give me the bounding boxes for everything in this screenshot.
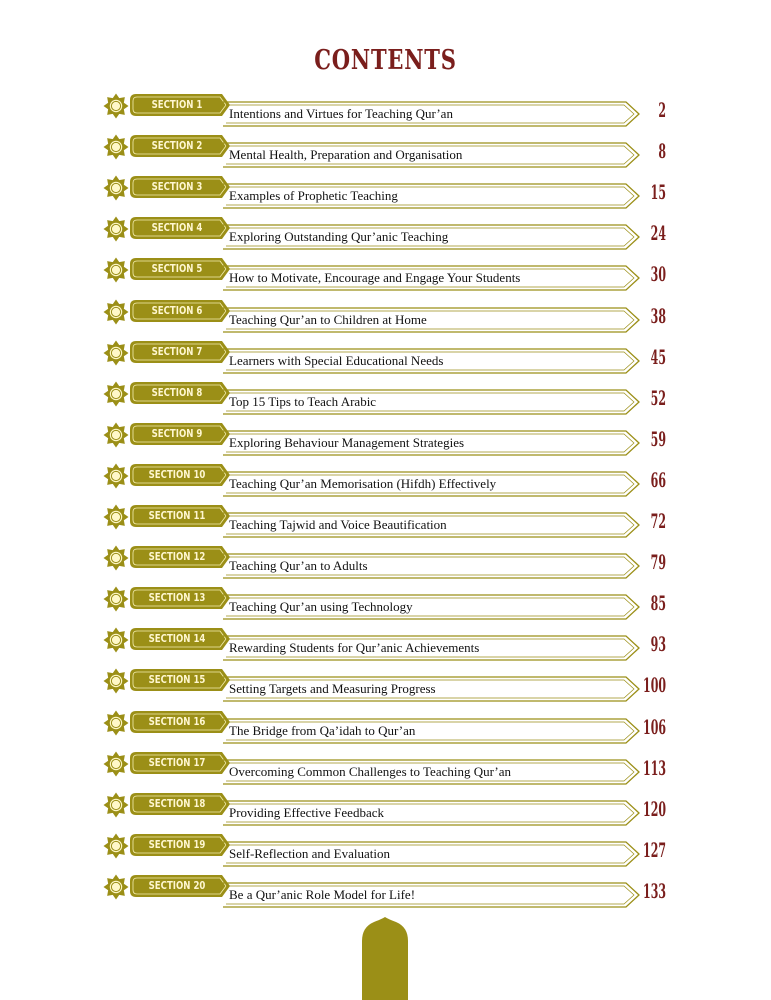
section-label: SECTION 3 xyxy=(151,180,203,194)
page-number: 120 xyxy=(643,796,666,821)
page-number: 93 xyxy=(650,632,666,657)
toc-entry[interactable] xyxy=(0,586,771,624)
toc-entry[interactable] xyxy=(0,833,771,871)
section-title-bar xyxy=(222,265,640,291)
star-ornament-icon xyxy=(103,668,129,694)
toc-entry[interactable] xyxy=(0,422,771,460)
section-title[interactable]: Setting Targets and Measuring Progress xyxy=(229,681,436,697)
section-label: SECTION 1 xyxy=(151,98,203,111)
section-label: SECTION 5 xyxy=(151,262,203,276)
toc-entry[interactable] xyxy=(0,134,771,172)
toc-entry[interactable] xyxy=(0,340,771,378)
page-number: 8 xyxy=(658,139,666,164)
section-tag xyxy=(130,834,230,856)
star-ornament-icon xyxy=(103,545,129,571)
page-number: 45 xyxy=(650,344,666,369)
toc-entry[interactable] xyxy=(0,381,771,419)
section-tag xyxy=(130,587,230,609)
page-number: 127 xyxy=(643,837,666,862)
section-title-bar xyxy=(222,430,640,456)
section-title[interactable]: Self-Reflection and Evaluation xyxy=(229,845,391,861)
page-number: 106 xyxy=(643,714,666,739)
section-title[interactable]: Intentions and Virtues for Teaching Qur’an xyxy=(229,106,453,121)
section-title[interactable]: Teaching Tajwid and Voice Beautification xyxy=(229,517,447,532)
toc-entry[interactable] xyxy=(0,93,771,131)
section-tag xyxy=(130,546,230,568)
toc-entry[interactable] xyxy=(0,463,771,501)
page-number: 38 xyxy=(650,303,666,328)
section-title-bar xyxy=(222,759,640,785)
section-title-bar xyxy=(222,307,640,333)
toc-entry[interactable] xyxy=(0,175,771,213)
section-title[interactable]: Examples of Prophetic Teaching xyxy=(229,188,398,204)
section-tag xyxy=(130,628,230,650)
star-ornament-icon xyxy=(103,792,129,818)
section-tag xyxy=(130,341,230,363)
page-number: 85 xyxy=(650,591,666,616)
star-ornament-icon xyxy=(103,299,129,325)
page-number: 72 xyxy=(650,509,666,533)
section-label: SECTION 7 xyxy=(151,344,203,358)
star-ornament-icon xyxy=(103,381,129,407)
section-tag xyxy=(130,669,230,691)
star-ornament-icon xyxy=(103,422,129,448)
section-label: SECTION 19 xyxy=(148,837,206,851)
section-label: SECTION 20 xyxy=(148,878,206,892)
section-title-bar xyxy=(222,389,640,415)
section-title[interactable]: Teaching Qur’an using Technology xyxy=(229,599,413,615)
section-title-bar xyxy=(222,348,640,374)
page-number: 100 xyxy=(643,673,666,698)
section-label: SECTION 11 xyxy=(148,509,206,522)
section-label: SECTION 18 xyxy=(148,796,206,810)
section-title-bar xyxy=(222,224,640,250)
section-tag xyxy=(130,711,230,733)
page-number: 24 xyxy=(650,221,666,246)
section-title[interactable]: Providing Effective Feedback xyxy=(229,804,384,820)
section-title-bar xyxy=(222,512,640,538)
star-ornament-icon xyxy=(103,504,129,530)
section-tag xyxy=(130,505,230,527)
section-title-bar xyxy=(222,841,640,867)
page-tab-ornament xyxy=(362,917,408,1000)
toc-entry[interactable] xyxy=(0,299,771,337)
section-title[interactable]: Teaching Qur’an to Children at Home xyxy=(229,311,427,327)
page-number: 113 xyxy=(643,755,666,780)
section-title-bar xyxy=(222,594,640,620)
section-tag xyxy=(130,217,230,239)
toc-entry[interactable] xyxy=(0,751,771,789)
star-ornament-icon xyxy=(103,134,129,160)
section-label: SECTION 16 xyxy=(148,714,206,728)
section-title[interactable]: Learners with Special Educational Needs xyxy=(229,352,444,368)
star-ornament-icon xyxy=(103,93,129,119)
star-ornament-icon xyxy=(103,175,129,201)
section-tag xyxy=(130,793,230,815)
section-label: SECTION 15 xyxy=(148,673,206,687)
toc-entry[interactable] xyxy=(0,710,771,748)
toc-entry[interactable] xyxy=(0,668,771,706)
section-label: SECTION 2 xyxy=(151,139,203,153)
toc-entry[interactable] xyxy=(0,504,771,542)
page-number: 79 xyxy=(650,550,666,575)
section-title-bar xyxy=(222,142,640,168)
star-ornament-icon xyxy=(103,463,129,489)
page-number: 59 xyxy=(650,426,666,451)
toc-entry[interactable] xyxy=(0,216,771,254)
section-title-bar xyxy=(222,553,640,579)
section-tag xyxy=(130,135,230,157)
section-tag xyxy=(130,382,230,404)
section-label: SECTION 4 xyxy=(151,221,203,235)
section-title[interactable]: Overcoming Common Challenges to Teaching Qur’an xyxy=(229,763,512,779)
section-title[interactable]: Rewarding Students for Qur’anic Achievements xyxy=(229,640,480,656)
section-title[interactable]: Exploring Behaviour Management Strategies xyxy=(229,434,465,450)
section-title[interactable]: Teaching Qur’an to Adults xyxy=(229,558,368,574)
section-tag xyxy=(130,176,230,198)
section-tag xyxy=(130,464,230,486)
section-title-bar xyxy=(222,676,640,702)
section-tag xyxy=(130,423,230,445)
page-number: 52 xyxy=(650,385,666,410)
section-title-bar xyxy=(222,101,640,127)
section-label: SECTION 8 xyxy=(151,385,203,399)
star-ornament-icon xyxy=(103,340,129,366)
section-title[interactable]: Be a Qur’anic Role Model for Life! xyxy=(229,886,416,902)
section-label: SECTION 10 xyxy=(148,467,206,481)
toc-entry[interactable] xyxy=(0,257,771,295)
section-title[interactable]: Top 15 Tips to Teach Arabic xyxy=(229,393,377,409)
star-ornament-icon xyxy=(103,216,129,242)
star-ornament-icon xyxy=(103,586,129,612)
toc-entry[interactable] xyxy=(0,874,771,912)
section-tag xyxy=(130,875,230,897)
star-ornament-icon xyxy=(103,874,129,900)
section-label: SECTION 13 xyxy=(148,591,206,605)
section-label: SECTION 6 xyxy=(151,303,203,317)
toc-entry[interactable] xyxy=(0,545,771,583)
star-ornament-icon xyxy=(103,751,129,777)
page-title: CONTENTS xyxy=(314,45,457,76)
section-title[interactable]: The Bridge from Qa’idah to Qur’an xyxy=(229,722,416,738)
section-tag xyxy=(130,752,230,774)
page-number: 2 xyxy=(658,98,666,122)
star-ornament-icon xyxy=(103,627,129,653)
page-number: 15 xyxy=(650,180,666,205)
section-tag xyxy=(130,258,230,280)
section-label: SECTION 12 xyxy=(148,550,206,564)
section-title-bar xyxy=(222,800,640,826)
star-ornament-icon xyxy=(103,257,129,283)
section-title-bar xyxy=(222,718,640,744)
section-title-bar xyxy=(222,882,640,908)
section-title-bar xyxy=(222,635,640,661)
section-tag xyxy=(130,300,230,322)
section-label: SECTION 9 xyxy=(151,426,203,440)
section-tag xyxy=(130,94,230,116)
section-label: SECTION 17 xyxy=(148,755,206,769)
page-number: 133 xyxy=(643,878,666,903)
section-title[interactable]: How to Motivate, Encourage and Engage Your Students xyxy=(229,270,521,286)
star-ornament-icon xyxy=(103,710,129,736)
page-number: 30 xyxy=(650,262,666,287)
section-title[interactable]: Exploring Outstanding Qur’anic Teaching xyxy=(229,229,449,245)
section-title-bar xyxy=(222,183,640,209)
section-title[interactable]: Teaching Qur’an Memorisation (Hifdh) Effectively xyxy=(229,475,497,491)
section-title-bar xyxy=(222,471,640,497)
toc-entry[interactable] xyxy=(0,627,771,665)
toc-entry[interactable] xyxy=(0,792,771,830)
section-title[interactable]: Mental Health, Preparation and Organisation xyxy=(229,147,463,163)
page-number: 66 xyxy=(650,467,666,492)
star-ornament-icon xyxy=(103,833,129,859)
section-label: SECTION 14 xyxy=(148,632,206,646)
